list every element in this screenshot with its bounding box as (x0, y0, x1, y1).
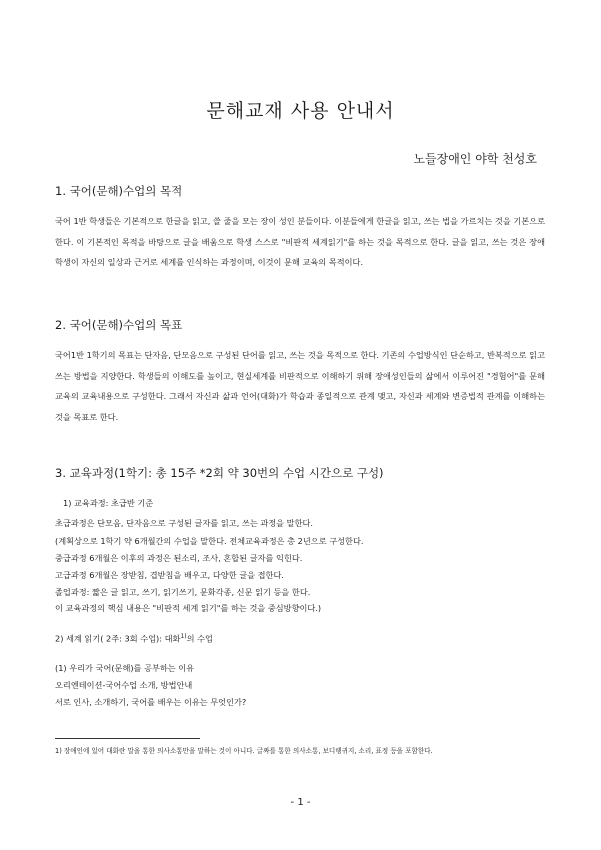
footnote-text: 1) 장애인에 있어 대화란 말을 통한 의사소통만을 말하는 것이 아니다. 글짜를 통한 의사소통, 보디랭귀지, 소리, 표정 등을 포함한다. (55, 747, 433, 755)
section-1-paragraph: 국어 1반 학생들은 기본적으로 한글을 읽고, 쓸 줄을 모는 장이 성인 분들이다. 이분들에게 한글을 읽고, 쓰는 법을 가르치는 것을 기본으로 한다. 이 기본적인 목적을 바탕으로 글을 배움으로 학생 스스로 "비판적 세계읽기"를 하는 것을 목적으로 한다. 글을 읽고, 쓰는 것은 장애학생이 자신의 일상과 근거로 세계를 인식하는 과정이며, 이것이 문해 교육의 목적이다. (55, 216, 545, 267)
curriculum-line: 서로 인사, 소개하기, 국어를 배우는 이유는 무엇인가? (55, 697, 247, 707)
author-line: 노들장애인 야학 천성호 (413, 152, 537, 166)
curriculum-line: 초급과정은 단모음, 단자음으로 구성된 글자를 읽고, 쓰는 과정을 말한다. (55, 518, 313, 528)
section-1-heading: 1. 국어(문해)수업의 목적 (55, 184, 183, 198)
world-reading-line (55, 633, 555, 645)
footnote-ref[interactable]: 1) (180, 633, 187, 640)
section-2-paragraph: 국어1반 1학기의 목표는 단자음, 단모음으로 구성된 단어를 읽고, 쓰는 것을 목적으로 한다. 기존의 수업방식인 단순하고, 반복적으로 읽고 쓰는 방법을 지양한다. 학생들의 이해도를 높이고, 현실세계를 비판적으로 이해하기 위해 장애성인들의 삶에서 이루어진 "경험어"를 문해교육의 교육내용으로 구성한다. 그래서 자신과 삶과 언어(대화)가 학습과 종일적으로 관계 맺고, 자신과 세계와 변증법적 관계를 이해하는 것을 목표로 한다. (55, 350, 545, 422)
document-title: 문해교재 사용 안내서 (206, 100, 395, 122)
curriculum-line: 오리엔테이션-국어수업 소개, 방법안내 (55, 680, 193, 690)
curriculum-line: (계획상으로 1학기 약 6개월간의 수업을 말한다. 전체교육과정은 총 2년으로 구성한다. (55, 536, 364, 546)
footnote-divider (55, 738, 200, 739)
curriculum-line: 졸업과정: 짧은 글 읽고, 쓰기, 읽기쓰기, 문화각종, 신문 읽기 등을 한다. (55, 587, 311, 597)
page-number: - 1 - (290, 797, 311, 808)
world-reading-text: 2) 세계 읽기( 2주: 3회 수업): 대화 (55, 633, 181, 644)
curriculum-line: 1) 교육과정: 초급반 기준 (63, 498, 154, 508)
curriculum-line: (1) 우리가 국어(문해)를 공부하는 이유 (55, 663, 195, 673)
curriculum-line: 중급과정 6개월은 이후의 과정은 된소리, 조사, 혼합된 글자를 익힌다. (55, 553, 303, 563)
world-reading-suffix: 의 수업 (186, 633, 213, 644)
curriculum-line: 고급과정 6개월은 장받침, 겹받침을 배우고, 다양한 글을 접한다. (55, 570, 284, 580)
curriculum-line: 이 교육과정의 핵심 내용은 "비판적 세계 읽기"를 하는 것을 중심방향이다.) (55, 603, 322, 613)
section-2-heading: 2. 국어(문해)수업의 목표 (55, 318, 183, 332)
section-3-heading: 3. 교육과정(1학기: 총 15주 *2회 약 30번의 수업 시간으로 구성) (55, 466, 384, 480)
